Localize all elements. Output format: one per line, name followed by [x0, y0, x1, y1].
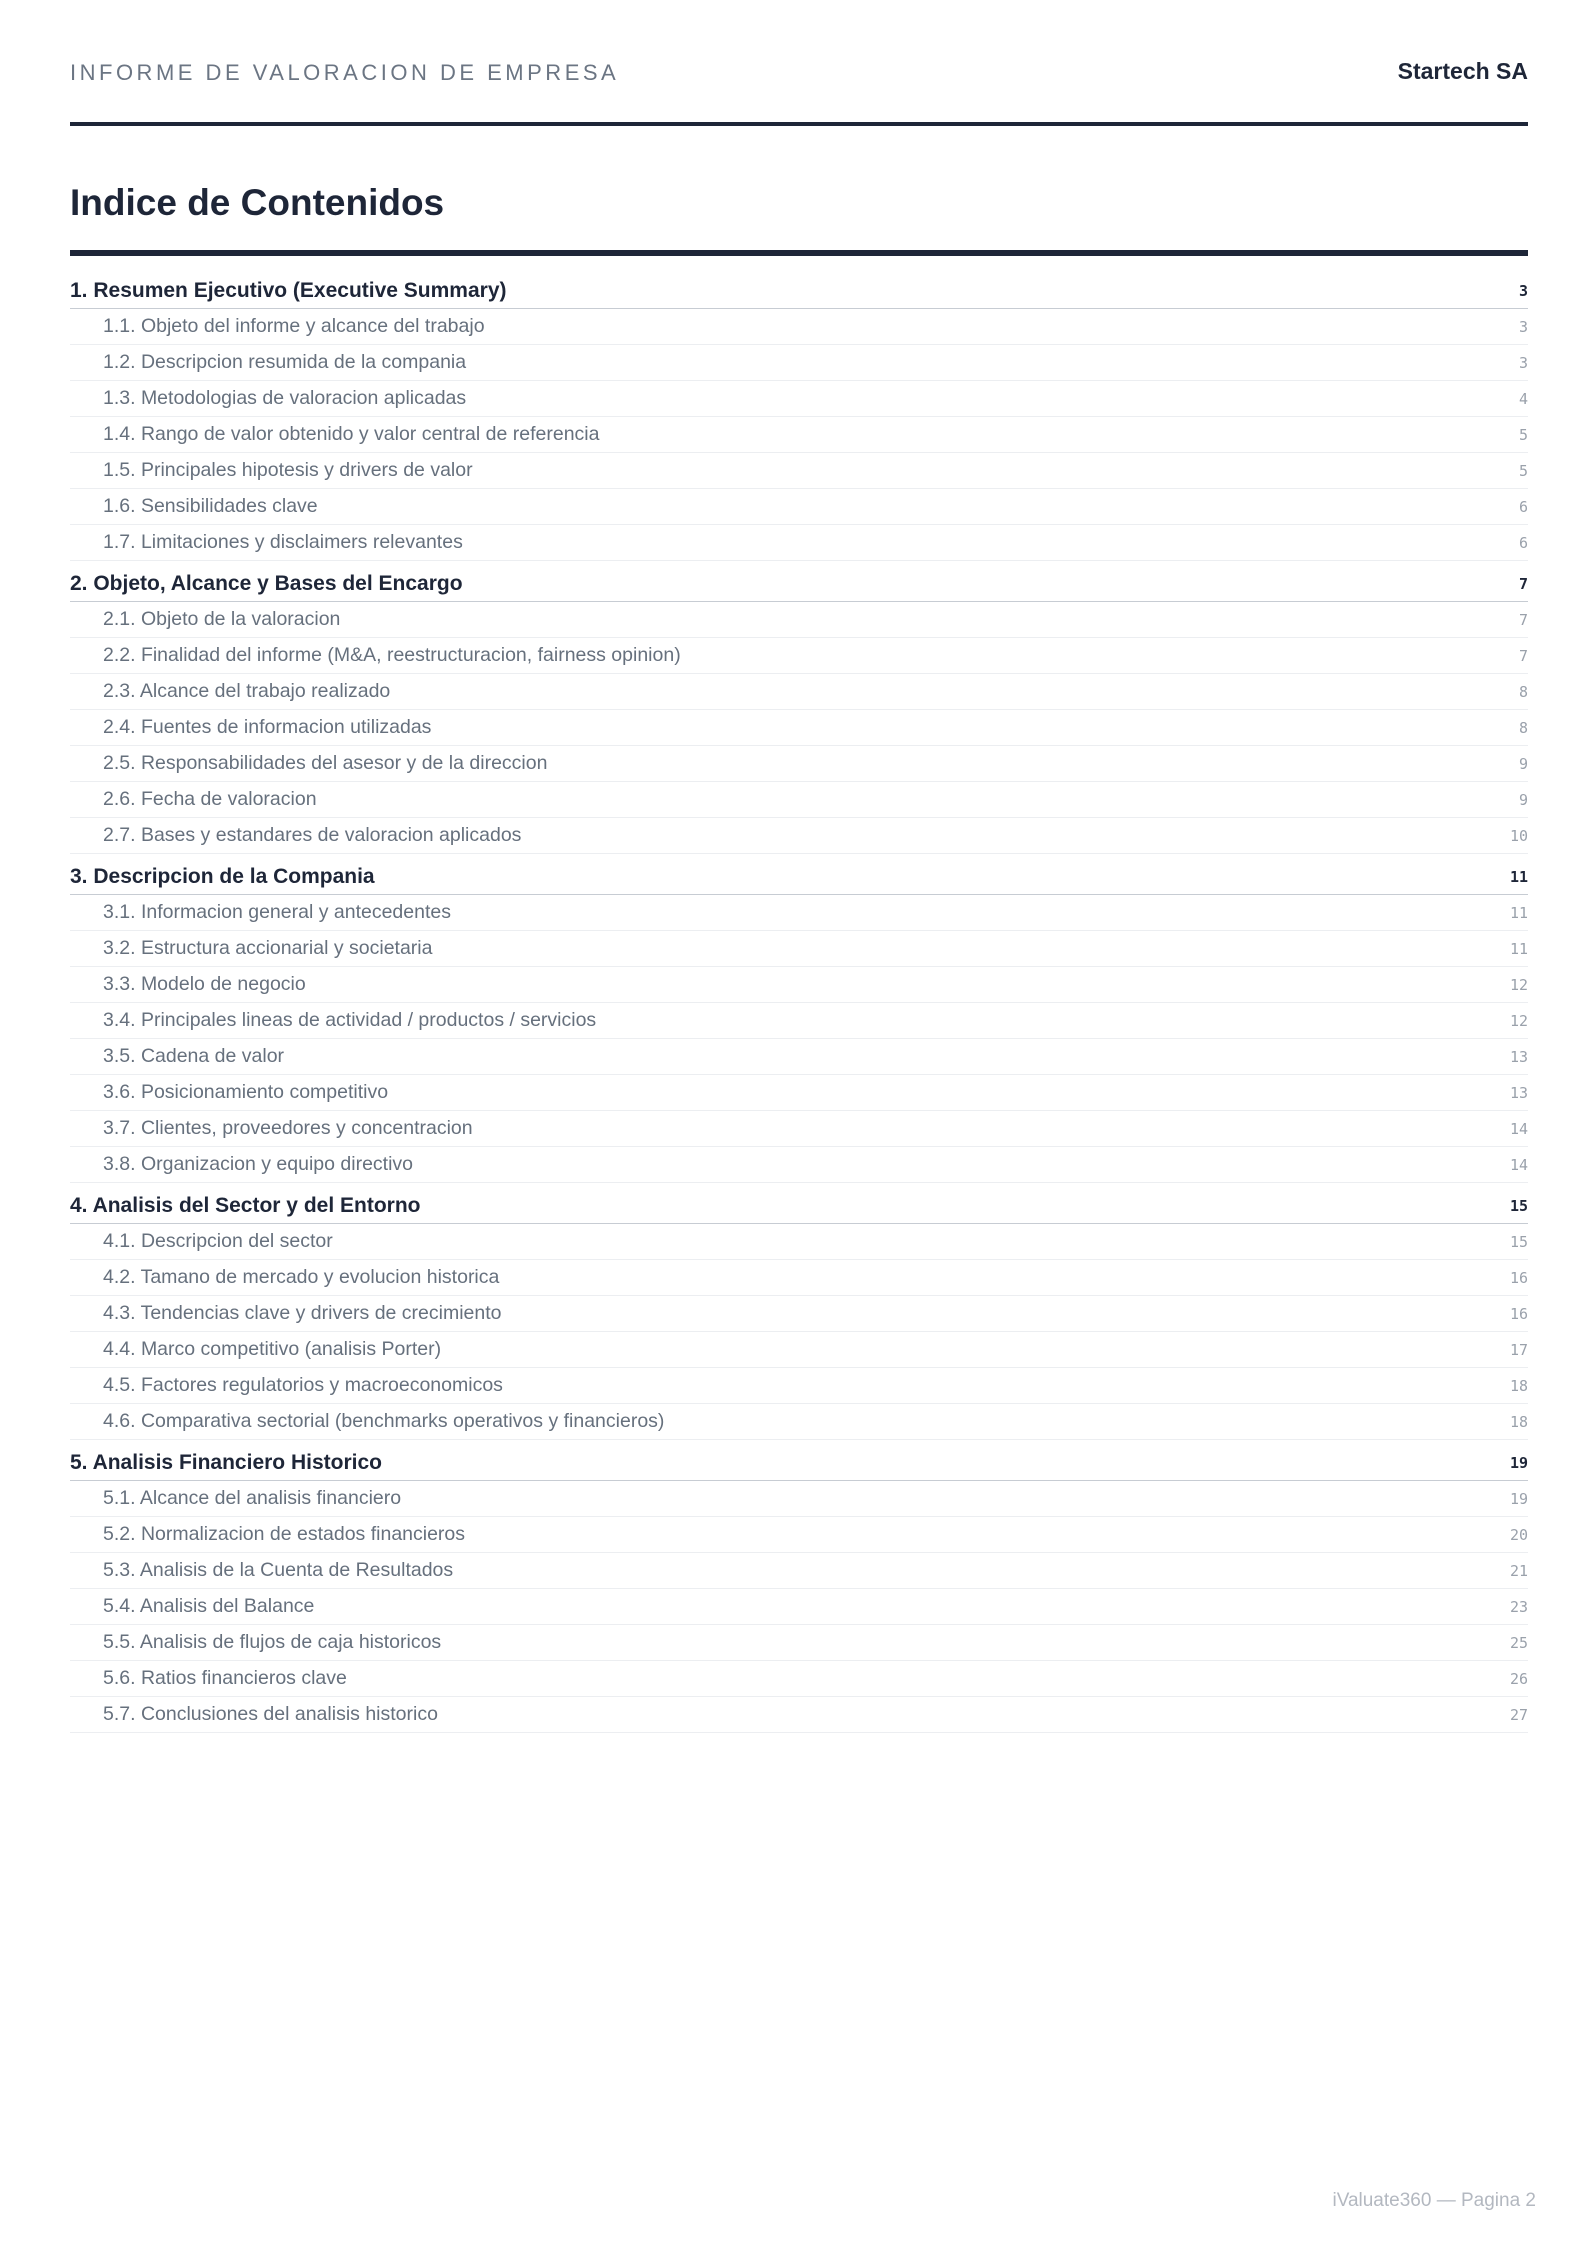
toc-entry-label: 2.1. Objeto de la valoracion [103, 608, 341, 630]
toc-entry-page: 17 [1509, 1340, 1528, 1359]
toc-entry[interactable] [70, 931, 1528, 967]
toc-entry-page: 3 [1518, 317, 1528, 336]
toc-section-page: 15 [1509, 1197, 1528, 1215]
toc-entry-label: 1.4. Rango de valor obtenido y valor central de referencia [103, 423, 600, 445]
toc-entry-label: 3.2. Estructura accionarial y societaria [103, 937, 433, 959]
toc-entry[interactable] [70, 818, 1528, 854]
toc-entry-page: 26 [1509, 1669, 1528, 1688]
page-footer: iValuate360 — Pagina 2 [1332, 2190, 1536, 2211]
toc-entry-label: 3.8. Organizacion y equipo directivo [103, 1153, 414, 1175]
toc-entry[interactable] [70, 525, 1528, 561]
toc-entry-page: 21 [1509, 1561, 1528, 1580]
toc-entry[interactable] [70, 782, 1528, 818]
toc-entry-label: 1.1. Objeto del informe y alcance del trabajo [103, 315, 485, 337]
toc-section-label: 4. Analisis del Sector y del Entorno [70, 1194, 421, 1217]
toc-entry-page: 12 [1509, 975, 1528, 994]
toc-section-label: 1. Resumen Ejecutivo (Executive Summary) [70, 279, 507, 302]
toc-entry[interactable] [70, 1147, 1528, 1183]
toc-section[interactable] [70, 567, 1528, 602]
toc-entry-page: 8 [1518, 718, 1528, 737]
toc-entry[interactable] [70, 1481, 1528, 1517]
toc-entry[interactable] [70, 1003, 1528, 1039]
toc-entry-label: 3.1. Informacion general y antecedentes [103, 901, 451, 923]
toc-entry[interactable] [70, 417, 1528, 453]
toc-entry[interactable] [70, 1260, 1528, 1296]
page-title: Indice de Contenidos [70, 182, 445, 223]
toc-entry-label: 1.7. Limitaciones y disclaimers relevantes [103, 531, 463, 553]
toc-entry-page: 5 [1518, 425, 1528, 444]
report-title: INFORME DE VALORACION DE EMPRESA [70, 60, 620, 85]
toc-entry[interactable] [70, 1332, 1528, 1368]
toc-entry-page: 25 [1509, 1633, 1528, 1652]
table-of-contents [70, 274, 1528, 1733]
toc-entry-page: 6 [1518, 497, 1528, 516]
toc-entry-page: 11 [1509, 903, 1528, 922]
toc-entry[interactable] [70, 1039, 1528, 1075]
toc-entry-page: 9 [1518, 754, 1528, 773]
toc-entry-page: 5 [1518, 461, 1528, 480]
toc-entry[interactable] [70, 1111, 1528, 1147]
toc-entry-label: 5.1. Alcance del analisis financiero [103, 1487, 402, 1509]
toc-entry-label: 3.3. Modelo de negocio [103, 973, 306, 995]
toc-entry-page: 3 [1518, 353, 1528, 372]
toc-entry[interactable] [70, 746, 1528, 782]
toc-entry-label: 4.5. Factores regulatorios y macroeconomicos [103, 1374, 503, 1396]
toc-entry-label: 1.5. Principales hipotesis y drivers de valor [103, 459, 473, 481]
toc-entry-label: 5.3. Analisis de la Cuenta de Resultados [103, 1559, 454, 1581]
toc-entry-page: 18 [1509, 1376, 1528, 1395]
toc-entry[interactable] [70, 710, 1528, 746]
toc-entry-page: 6 [1518, 533, 1528, 552]
toc-entry[interactable] [70, 1517, 1528, 1553]
toc-entry-page: 7 [1518, 610, 1528, 629]
toc-entry[interactable] [70, 967, 1528, 1003]
toc-entry[interactable] [70, 1553, 1528, 1589]
toc-entry[interactable] [70, 1625, 1528, 1661]
toc-entry-label: 1.2. Descripcion resumida de la compania [103, 351, 467, 373]
toc-entry-label: 3.4. Principales lineas de actividad / productos / servicios [103, 1009, 597, 1031]
toc-entry-label: 2.3. Alcance del trabajo realizado [103, 680, 391, 702]
toc-entry-page: 13 [1509, 1047, 1528, 1066]
toc-entry[interactable] [70, 1368, 1528, 1404]
toc-entry-page: 14 [1509, 1155, 1528, 1174]
toc-entry-page: 14 [1509, 1119, 1528, 1138]
toc-entry-label: 2.7. Bases y estandares de valoracion aplicados [103, 824, 522, 846]
toc-entry[interactable] [70, 895, 1528, 931]
toc-entry-label: 2.4. Fuentes de informacion utilizadas [103, 716, 432, 738]
toc-entry-label: 4.4. Marco competitivo (analisis Porter) [103, 1338, 442, 1360]
toc-entry-label: 5.5. Analisis de flujos de caja historicos [103, 1631, 442, 1653]
toc-entry-page: 10 [1509, 826, 1528, 845]
toc-entry-page: 4 [1518, 389, 1528, 408]
toc-entry-label: 3.5. Cadena de valor [103, 1045, 285, 1067]
toc-entry[interactable] [70, 345, 1528, 381]
toc-entry-page: 19 [1509, 1489, 1528, 1508]
toc-entry-label: 4.3. Tendencias clave y drivers de crecimiento [103, 1302, 502, 1324]
toc-entry[interactable] [70, 674, 1528, 710]
toc-entry[interactable] [70, 1224, 1528, 1260]
toc-entry-label: 5.4. Analisis del Balance [103, 1595, 315, 1617]
toc-entry-page: 23 [1509, 1597, 1528, 1616]
toc-section-label: 5. Analisis Financiero Historico [70, 1451, 382, 1474]
toc-entry-label: 2.6. Fecha de valoracion [103, 788, 317, 810]
toc-entry[interactable] [70, 1589, 1528, 1625]
toc-section[interactable] [70, 274, 1528, 309]
toc-entry[interactable] [70, 309, 1528, 345]
toc-section[interactable] [70, 1189, 1528, 1224]
toc-entry-page: 16 [1509, 1268, 1528, 1287]
toc-entry-page: 27 [1509, 1705, 1528, 1724]
toc-entry[interactable] [70, 602, 1528, 638]
toc-entry[interactable] [70, 1075, 1528, 1111]
toc-entry-page: 20 [1509, 1525, 1528, 1544]
toc-entry-label: 1.3. Metodologias de valoracion aplicadas [103, 387, 467, 409]
title-divider [70, 250, 1528, 256]
toc-entry-page: 12 [1509, 1011, 1528, 1030]
toc-entry-label: 5.2. Normalizacion de estados financieros [103, 1523, 466, 1545]
toc-entry-page: 18 [1509, 1412, 1528, 1431]
toc-entry-label: 4.1. Descripcion del sector [103, 1230, 333, 1252]
toc-entry[interactable] [70, 489, 1528, 525]
toc-section-page: 19 [1509, 1454, 1528, 1472]
toc-entry[interactable] [70, 638, 1528, 674]
toc-entry-label: 4.2. Tamano de mercado y evolucion historica [103, 1266, 500, 1288]
toc-entry[interactable] [70, 1697, 1528, 1733]
toc-section-page: 3 [1518, 282, 1528, 300]
toc-entry-page: 13 [1509, 1083, 1528, 1102]
toc-section-label: 2. Objeto, Alcance y Bases del Encargo [70, 572, 463, 595]
toc-entry-page: 15 [1509, 1232, 1528, 1251]
toc-entry-label: 1.6. Sensibilidades clave [103, 495, 318, 517]
company-name: Startech SA [1397, 58, 1528, 84]
toc-section[interactable] [70, 1446, 1528, 1481]
toc-entry-label: 2.5. Responsabilidades del asesor y de la direccion [103, 752, 548, 774]
toc-entry-label: 3.7. Clientes, proveedores y concentracion [103, 1117, 473, 1139]
toc-entry[interactable] [70, 453, 1528, 489]
toc-entry-label: 5.7. Conclusiones del analisis historico [103, 1703, 438, 1725]
toc-section[interactable] [70, 860, 1528, 895]
page [70, 0, 1528, 1733]
page-header [70, 0, 1528, 126]
toc-entry-page: 7 [1518, 646, 1528, 665]
toc-entry-label: 2.2. Finalidad del informe (M&A, reestructuracion, fairness opinion) [103, 644, 681, 666]
toc-entry-label: 3.6. Posicionamiento competitivo [103, 1081, 389, 1103]
toc-section-page: 11 [1509, 868, 1528, 886]
toc-entry-label: 4.6. Comparativa sectorial (benchmarks operativos y financieros) [103, 1410, 665, 1432]
toc-entry[interactable] [70, 1404, 1528, 1440]
toc-section-page: 7 [1518, 575, 1528, 593]
toc-entry[interactable] [70, 1296, 1528, 1332]
toc-section-label: 3. Descripcion de la Compania [70, 865, 375, 888]
toc-entry-label: 5.6. Ratios financieros clave [103, 1667, 347, 1689]
toc-entry[interactable] [70, 381, 1528, 417]
toc-entry-page: 11 [1509, 939, 1528, 958]
toc-entry-page: 9 [1518, 790, 1528, 809]
toc-entry-page: 8 [1518, 682, 1528, 701]
toc-entry-page: 16 [1509, 1304, 1528, 1323]
toc-entry[interactable] [70, 1661, 1528, 1697]
